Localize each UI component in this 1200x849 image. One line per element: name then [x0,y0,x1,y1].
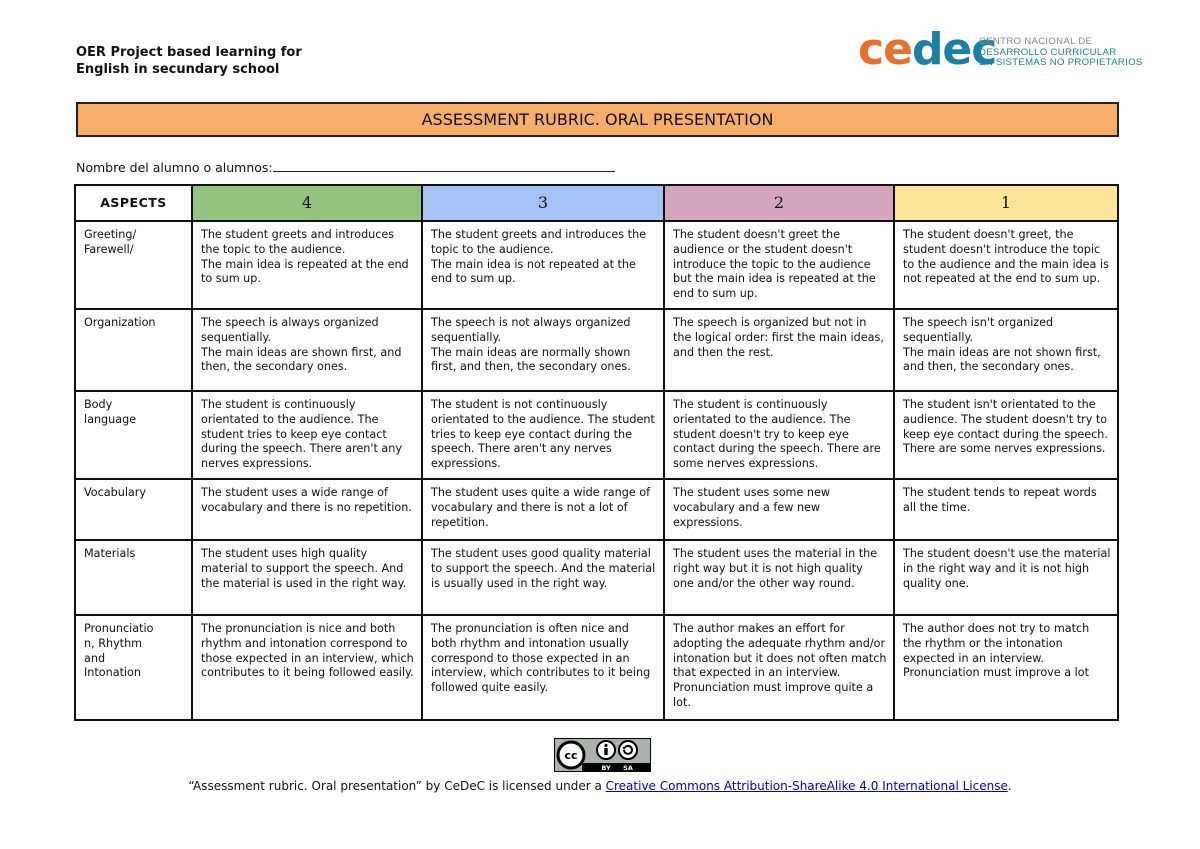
descriptor-cell-score-1 [894,309,1118,391]
descriptor-text: The student greets and introduces the topic to the audience. [201,228,395,256]
table-row [75,615,1118,720]
descriptor-cell-score-4 [192,391,422,479]
descriptor-text: The main ideas are normally shown first, and then, the secondary ones. [431,345,631,374]
rubric-table [74,184,1119,721]
aspect-label-line: Organization [84,316,156,329]
descriptor-text: The student uses a wide range of vocabulary and there is no repetition. [201,486,412,514]
descriptor-cell-score-1 [894,615,1118,720]
aspect-label [75,615,192,720]
header-line-2: English in secundary school [76,62,280,77]
descriptor-cell-score-2 [664,540,894,615]
score-header-1: 1 [894,185,1118,221]
descriptor-cell-score-2 [664,309,894,391]
descriptor-cell-score-1 [894,540,1118,615]
cc-by-sa-badge[interactable] [554,738,651,772]
cc-icon-label: cc [564,749,578,762]
aspect-label-line: Vocabulary [84,486,147,499]
cedec-logo [858,24,1143,78]
student-name-label: Nombre del alumno o alumnos: [76,160,273,175]
table-row [75,479,1118,540]
descriptor-text: The student isn't orientated to the audience. The student doesn't try to keep eye contact during the speech. There are some nerves expressions. [903,398,1108,456]
descriptor-text: The pronunciation is nice and both rhythm and intonation correspond to those expected in an interview, which contributes to it being followed easily. [201,622,414,680]
score-header-2: 2 [664,185,894,221]
descriptor-text: The student is continuously orientated to the audience. The student doesn't try to keep eye contact during the speech. There are some nerves expressions. [673,398,881,471]
by-icon-label: BY [601,764,611,772]
descriptor-cell-score-3 [422,540,664,615]
license-prefix: “Assessment rubric. Oral presentation” by CeDeC is licensed under a [188,779,606,793]
student-name-blank[interactable] [273,160,615,172]
descriptor-text: The student is not continuously orientated to the audience. The student tries to keep eye contact during the speech. There aren't any nerves expressions. [431,398,655,471]
score-header-4: 4 [192,185,422,221]
descriptor-cell-score-3 [422,221,664,309]
license-suffix: . [1007,779,1012,793]
aspects-header: ASPECTS [75,185,192,221]
descriptor-text: The student uses quite a wide range of vocabulary and there is not a lot of repetition. [431,486,651,529]
aspect-label [75,540,192,615]
aspect-label [75,479,192,540]
descriptor-cell-score-2 [664,615,894,720]
descriptor-cell-score-4 [192,221,422,309]
descriptor-text: The student uses high quality material to support the speech. And the material is used in the right way. [201,547,407,590]
header-line-1: OER Project based learning for [76,45,302,60]
descriptor-text: The main idea is repeated at the end to sum up. [201,257,409,286]
aspect-label-line: Pronunciatio [84,622,154,635]
table-row [75,221,1118,309]
descriptor-text: The author does not try to match the rhythm or the intonation expected in an interview. [903,622,1090,665]
aspect-label-line: Greeting/ [84,228,137,241]
table-header-row [75,185,1118,221]
descriptor-text: The main ideas are shown first, and then, the secondary ones. [201,345,402,374]
descriptor-cell-score-3 [422,309,664,391]
descriptor-cell-score-2 [664,391,894,479]
logo-caption: CENTRO NACIONAL DE DESARROLLO CURRICULAR EN SISTEMAS NO PROPIETARIOS [979,36,1143,68]
aspect-label-line: Materials [84,547,136,560]
descriptor-cell-score-1 [894,479,1118,540]
descriptor-text: The main ideas are not shown first, and then, the secondary ones. [903,345,1101,374]
page-title: ASSESSMENT RUBRIC. ORAL PRESENTATION [76,102,1119,137]
aspect-label-line: Intonation [84,666,141,680]
descriptor-cell-score-4 [192,615,422,720]
aspect-label [75,309,192,391]
descriptor-cell-score-3 [422,391,664,479]
descriptor-cell-score-3 [422,479,664,540]
descriptor-cell-score-1 [894,391,1118,479]
descriptor-cell-score-2 [664,479,894,540]
aspect-label-line: language [84,412,137,426]
aspect-label-line: Body [84,398,113,411]
aspect-label-line: and [84,651,106,665]
sa-icon-label: SA [623,764,633,772]
aspect-label [75,221,192,309]
descriptor-cell-score-4 [192,540,422,615]
descriptor-text: The student doesn't greet, the student doesn't introduce the topic to the audience and the main idea is not repeated at the end to sum up. [903,228,1109,286]
descriptor-cell-score-4 [192,309,422,391]
rubric-body [75,221,1118,720]
descriptor-text: Pronunciation must improve a lot [903,666,1089,680]
descriptor-cell-score-2 [664,221,894,309]
descriptor-cell-score-3 [422,615,664,720]
descriptor-text: The student uses the material in the right way but it is not high quality one and/or the other way round. [673,547,878,590]
descriptor-text: The student uses good quality material to support the speech. And the material is usually used in the right way. [431,547,656,590]
descriptor-text: The pronunciation is often nice and both rhythm and intonation usually correspond to those expected in an interview, which contributes to it being followed quite easily. [431,622,651,695]
descriptor-text: The speech is not always organized sequentially. [431,316,631,344]
score-header-3: 3 [422,185,664,221]
aspect-label-line: Farewell/ [84,242,134,256]
license-link[interactable]: Creative Commons Attribution-ShareAlike 4.0 International License [605,779,1008,793]
descriptor-cell-score-4 [192,479,422,540]
descriptor-text: The author makes an effort for adopting the adequate rhythm and/or intonation but it does not often match that expected in an interview. Pronunciation must improve quite a lot. [673,622,887,709]
document-header [76,44,302,78]
descriptor-text: The student doesn't use the material in the right way and it is not high quality one. [903,547,1111,590]
descriptor-text: The speech is organized but not in the logical order: first the main ideas, and then the rest. [673,316,884,359]
logo-wordmark: cedec [858,24,997,75]
aspect-label-line: n, Rhythm [84,636,143,650]
descriptor-text: The student doesn't greet the audience or the student doesn't introduce the topic to the audience but the main idea is repeated at the end to sum up. [673,228,876,301]
aspect-label [75,391,192,479]
descriptor-text: The main idea is not repeated at the end to sum up. [431,257,636,286]
table-row [75,391,1118,479]
descriptor-cell-score-1 [894,221,1118,309]
table-row [75,309,1118,391]
table-row [75,540,1118,615]
descriptor-text: The student is continuously orientated to the audience. The student tries to keep eye contact during the speech. There aren't any nerves expressions. [201,398,402,471]
descriptor-text: The student greets and introduces the topic to the audience. [431,228,647,256]
descriptor-text: The speech is always organized sequentially. [201,316,379,344]
license-statement [0,779,1200,793]
descriptor-text: The student uses some new vocabulary and a few new expressions. [673,486,831,529]
descriptor-text: The speech isn't organized sequentially. [903,316,1054,344]
student-name-line [76,160,615,175]
descriptor-text: The student tends to repeat words all the time. [903,486,1097,514]
